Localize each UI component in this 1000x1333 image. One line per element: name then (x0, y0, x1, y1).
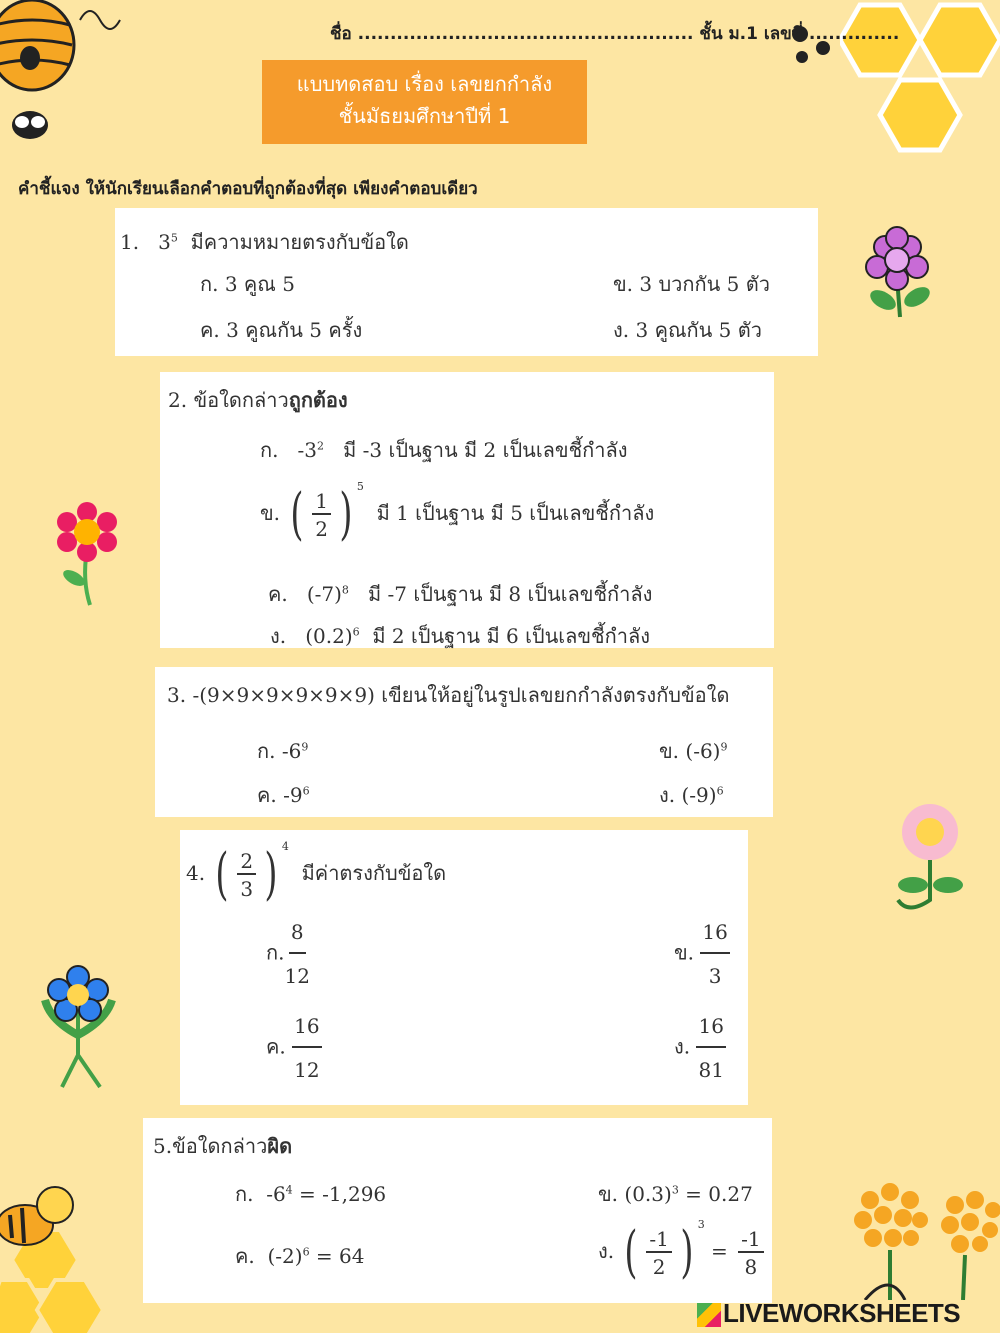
daisy-flower-icon (888, 800, 973, 920)
q5-option-a[interactable]: ก. $-6^4 = -1,296$ (235, 1182, 387, 1206)
q1-option-c[interactable]: ค. 3 คูณกัน 5 ครั้ง (200, 318, 363, 342)
q2-option-c[interactable]: ค. $(-7)^8$ มี -7 เป็นฐาน มี 8 เป็นเลขชี้กำลัง (268, 582, 653, 606)
q1-option-a[interactable]: ก. 3 คูณ 5 (200, 272, 295, 296)
orange-flowers-icon (845, 1180, 1000, 1300)
q4-option-a[interactable]: ก. $\frac{8}{12}$ (266, 920, 310, 988)
question-1-card (115, 208, 818, 356)
question-2-card (160, 372, 774, 648)
q1-option-b[interactable]: ข. 3 บวกกัน 5 ตัว (613, 272, 770, 296)
q4-option-c[interactable]: ค. $\frac{16}{12}$ (266, 1014, 320, 1082)
student-info-line: ชื่อ .................................................... ชั้น ม.1 เลขที่ .............. (330, 24, 900, 44)
title-line1: แบบทดสอบ เรื่อง เลขยกกำลัง (296, 72, 553, 96)
question-4-card (180, 830, 748, 1105)
q2-option-d[interactable]: ง. $(0.2)^6$ มี 2 เป็นฐาน มี 6 เป็นเลขชี้กำลัง (270, 624, 650, 648)
question-4-text: 4. ( $\frac{2}{3}$ ) $^4$ มีค่าตรงกับข้อใด (186, 840, 447, 907)
pink-flower-icon (52, 500, 122, 610)
q2-option-a[interactable]: ก. $-3^2$ มี -3 เป็นฐาน มี 2 เป็นเลขชี้กำลัง (260, 438, 628, 462)
question-5-card (143, 1118, 772, 1303)
q5-option-c[interactable]: ค. $(-2)^6 = 64$ (235, 1244, 365, 1268)
instructions: คำชี้แจง ให้นักเรียนเลือกคำตอบที่ถูกต้องที่สุด เพียงคำตอบเดียว (18, 179, 478, 199)
q1-option-d[interactable]: ง. 3 คูณกัน 5 ตัว (613, 318, 762, 342)
question-1-text: 1. $3^5$ มีความหมายตรงกับข้อใด (120, 230, 409, 254)
bee-honeycomb-icon (0, 1180, 110, 1333)
title-line2: ชั้นมัธยมศึกษาปีที่ 1 (338, 104, 511, 128)
question-2-text: 2. ข้อใดกล่าวถูกต้อง (168, 388, 348, 412)
question-5-text: 5.ข้อใดกล่าวผิด (153, 1134, 293, 1158)
title-box (262, 60, 587, 144)
q5-option-d[interactable]: ง. ( $\frac{-1}{2}$ ) $^3$ = $\frac{-1}{8}$ (598, 1218, 768, 1281)
q3-option-a[interactable]: ก. $-6^9$ (257, 739, 309, 763)
q5-option-b[interactable]: ข. $(0.3)^3 = 0.27$ (598, 1182, 753, 1206)
q4-option-d[interactable]: ง. $\frac{16}{81}$ (674, 1014, 724, 1082)
purple-flower-icon (855, 222, 940, 322)
beehive-icon (0, 0, 130, 150)
question-3-text: 3. -(9×9×9×9×9×9) เขียนให้อยู่ในรูปเลขยกกำลังตรงกับข้อใด (167, 683, 730, 707)
q2-option-b[interactable]: ข. ( $\frac{1}{2}$ ) $^5$ มี 1 เป็นฐาน มี 5 เป็นเลขชี้กำลัง (260, 480, 655, 547)
liveworksheets-logo: LIVEWORKSHEETS (697, 1298, 960, 1329)
question-3-card (155, 667, 773, 817)
blue-flower-icon (40, 965, 120, 1090)
q3-option-c[interactable]: ค. $-9^6$ (257, 783, 310, 807)
q3-option-d[interactable]: ง. $(-9)^6$ (659, 783, 724, 807)
q3-option-b[interactable]: ข. $(-6)^9$ (659, 739, 728, 763)
q4-option-b[interactable]: ข. $\frac{16}{3}$ (674, 920, 728, 988)
